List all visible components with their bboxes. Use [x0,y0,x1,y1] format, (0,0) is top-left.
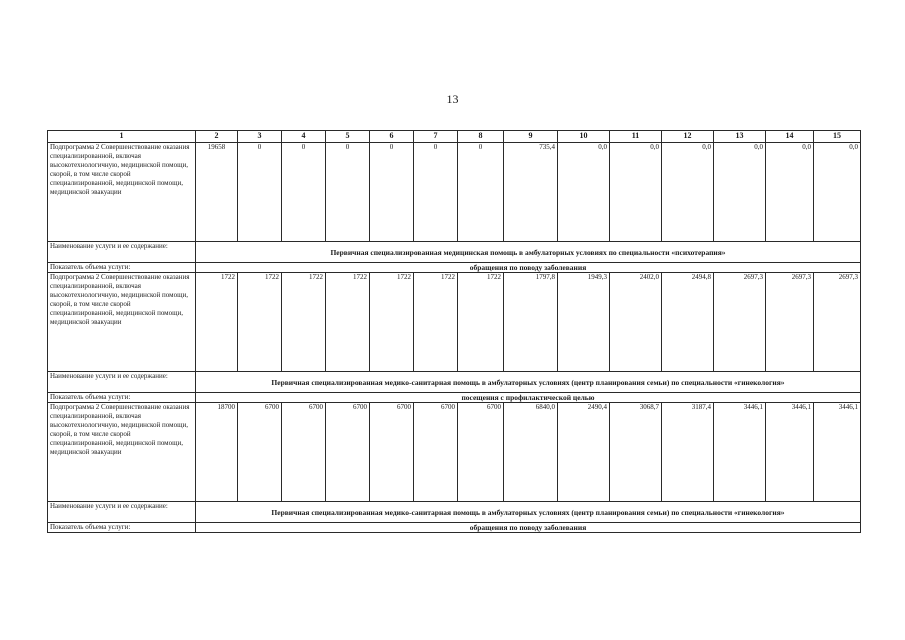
column-header: 10 [558,131,610,143]
value-cell: 0 [326,143,370,242]
column-number-row [48,131,861,143]
column-header: 1 [48,131,196,143]
value-cell: 0,0 [610,143,662,242]
service-value: Первичная специализированная медицинская помощь в амбулаторных условиях по специальности «психотерапия» [196,242,861,263]
value-cell: 0 [370,143,414,242]
value-cell: 1722 [196,273,238,372]
column-header: 13 [714,131,766,143]
page-number: 13 [446,92,459,106]
value-cell: 2490,4 [558,403,610,502]
value-cell: 2697,3 [814,273,861,372]
column-header: 9 [504,131,558,143]
value-cell: 1797,8 [504,273,558,372]
value-cell: 3187,4 [662,403,714,502]
program-name: Подпрограмма 2 Совершенствование оказания специализированной, включая высокотехнологичную, медицинской помощи, скорой, в том числе скорой специализированной, медицинской помощи, медицинской эвакуации [48,273,196,372]
value-cell: 2697,3 [766,273,814,372]
value-cell: 0,0 [662,143,714,242]
value-cell: 1722 [326,273,370,372]
column-header: 15 [814,131,861,143]
value-cell: 6700 [238,403,282,502]
value-cell: 6700 [282,403,326,502]
value-cell: 1722 [414,273,458,372]
value-cell: 2697,3 [714,273,766,372]
service-label: Наименование услуги и ее содержание: [48,502,196,523]
value-cell: 6700 [458,403,504,502]
value-cell: 0,0 [558,143,610,242]
indicator-row [48,523,861,533]
value-cell: 6700 [370,403,414,502]
column-header: 7 [414,131,458,143]
column-header: 2 [196,131,238,143]
column-header: 11 [610,131,662,143]
value-cell: 0 [458,143,504,242]
value-cell: 0,0 [814,143,861,242]
service-row [48,242,861,263]
value-cell: 1949,3 [558,273,610,372]
value-cell: 19658 [196,143,238,242]
value-cell: 0,0 [766,143,814,242]
service-row [48,372,861,393]
value-cell: 6840,0 [504,403,558,502]
program-row [48,403,861,502]
value-cell: 1722 [238,273,282,372]
program-name: Подпрограмма 2 Совершенствование оказания специализированной, включая высокотехнологичную, медицинской помощи, скорой, в том числе скорой специализированной, медицинской помощи, медицинской эвакуации [48,403,196,502]
indicator-label: Показатель объема услуги: [48,523,196,533]
value-cell: 735,4 [504,143,558,242]
budget-table [47,130,861,533]
value-cell: 0 [414,143,458,242]
column-header: 4 [282,131,326,143]
column-header: 6 [370,131,414,143]
column-header: 5 [326,131,370,143]
column-header: 12 [662,131,714,143]
service-value: Первичная специализированная медико-санитарная помощь в амбулаторных условиях (центр планирования семьи) по специальности «гинекология» [196,502,861,523]
indicator-value: посещения с профилактической целью [196,393,861,403]
value-cell: 3068,7 [610,403,662,502]
indicator-row [48,393,861,403]
program-row [48,273,861,372]
service-label: Наименование услуги и ее содержание: [48,242,196,263]
service-row [48,502,861,523]
indicator-value: обращения по поводу заболевания [196,523,861,533]
value-cell: 0 [238,143,282,242]
value-cell: 2494,8 [662,273,714,372]
value-cell: 1722 [458,273,504,372]
program-row [48,143,861,242]
service-value: Первичная специализированная медико-санитарная помощь в амбулаторных условиях (центр планирования семьи) по специальности «гинекология» [196,372,861,393]
value-cell: 2402,0 [610,273,662,372]
service-label: Наименование услуги и ее содержание: [48,372,196,393]
indicator-row [48,263,861,273]
column-header: 14 [766,131,814,143]
value-cell: 6700 [414,403,458,502]
value-cell: 1722 [370,273,414,372]
indicator-label: Показатель объема услуги: [48,393,196,403]
value-cell: 0,0 [714,143,766,242]
value-cell: 3446,1 [814,403,861,502]
value-cell: 6700 [326,403,370,502]
indicator-label: Показатель объема услуги: [48,263,196,273]
value-cell: 3446,1 [714,403,766,502]
value-cell: 18700 [196,403,238,502]
program-name: Подпрограмма 2 Совершенствование оказания специализированной, включая высокотехнологичную, медицинской помощи, скорой, в том числе скорой специализированной, медицинской помощи, медицинской эвакуации [48,143,196,242]
indicator-value: обращения по поводу заболевания [196,263,861,273]
value-cell: 0 [282,143,326,242]
value-cell: 1722 [282,273,326,372]
value-cell: 3446,1 [766,403,814,502]
column-header: 3 [238,131,282,143]
column-header: 8 [458,131,504,143]
